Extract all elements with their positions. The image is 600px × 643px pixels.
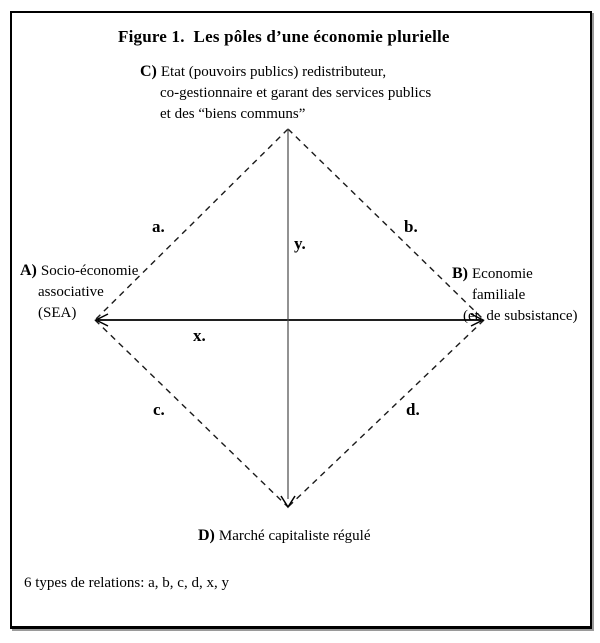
relation-b-label: b.	[404, 217, 418, 236]
pole-b-line3: (et de subsistance)	[463, 308, 578, 324]
relation-y-label: y.	[294, 234, 306, 253]
pole-a-label	[20, 260, 138, 324]
pole-c-line3: et des “biens communs”	[160, 106, 306, 122]
pole-b-key: B)	[452, 265, 468, 282]
pole-c-line1: C) Etat (pouvoirs publics) redistributeur,	[140, 63, 387, 80]
figure-footnote: 6 types de relations: a, b, c, d, x, y	[24, 575, 229, 591]
pole-a-line2: associative	[38, 284, 104, 300]
pole-a-line3: (SEA)	[38, 305, 77, 321]
pole-c-line2: co-gestionnaire et garant des services publics	[160, 85, 432, 101]
relation-d-label: d.	[406, 400, 420, 419]
relation-x-label: x.	[193, 326, 206, 345]
pole-a-line1: A) Socio-économie	[20, 262, 139, 279]
pole-b-line1: B) Economie	[452, 265, 533, 282]
pole-b-label	[452, 263, 578, 327]
dashed-edge-a-to-d	[95, 320, 288, 507]
figure-title: Figure 1. Les pôles d’une économie plurielle	[118, 27, 450, 46]
relation-a-label: a.	[152, 217, 165, 236]
relation-c-label: c.	[153, 400, 165, 419]
pole-c-label	[140, 61, 431, 125]
pole-c-key: C)	[140, 63, 157, 80]
pole-d-label: D) Marché capitaliste régulé	[198, 527, 371, 544]
pole-b-line2: familiale	[472, 287, 526, 303]
pole-a-key: A)	[20, 262, 37, 279]
pole-d-key: D)	[198, 527, 215, 544]
dashed-edge-b-to-d	[288, 320, 484, 507]
